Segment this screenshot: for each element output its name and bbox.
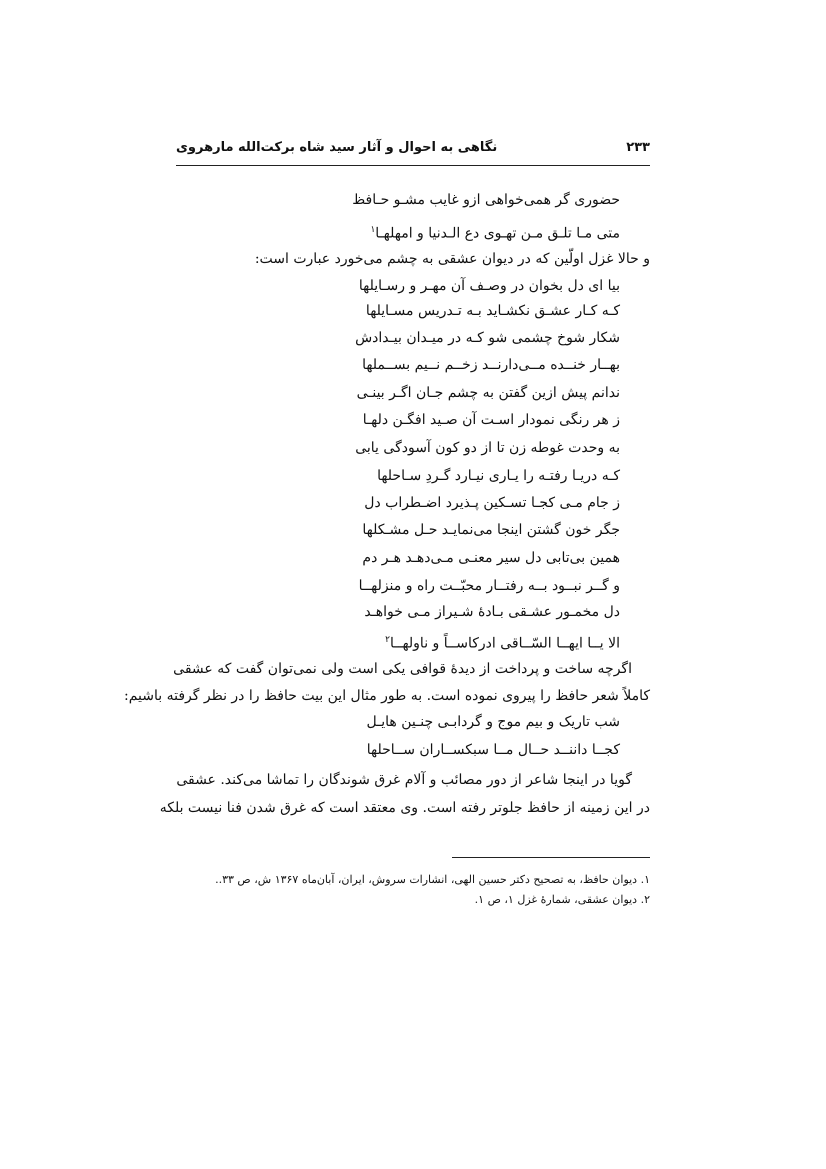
verse-line: ز جام مـی کجـا تسـکین پـذیرد اضـطراب دل (364, 495, 620, 511)
footnote-1: ۱. دیوان حافظ، به تصحیح دکتر حسین الهی، انشارات سروش، ایران، آبان‌ماه ۱۳۶۷ ش، ص ۳۳.. (215, 873, 650, 886)
verse-line: کـه دریـا رفتـه را یـاری نیـارد گـردِ سـاحلها (377, 468, 620, 484)
verse-line: و گــر نبــود بــه رفتــار محبّــت راه و منزلهــا (358, 578, 620, 594)
prose-line: در این زمینه از حافظ جلوتر رفته است. وی معتقد است که غرق شدن فنا نیست بلکه (159, 800, 650, 816)
verse-line (370, 220, 620, 244)
prose-line: اگرچه ساخت و پرداخت از دیدهٔ قوافی یکی است ولی نمی‌توان گفت که عشقی (173, 661, 632, 677)
prose-line: گویا در اینجا شاعر از دور مصائب و آلام غرق شوندگان را تماشا می‌کند. عشقی (176, 772, 632, 788)
verse-line: شب تاریک و بیم موج و گردابـی چنـین هایـل (366, 714, 620, 730)
verse-text: الا یــا ایهــا السّــاقی ادرکاســاً و ناولهــا (389, 635, 620, 652)
verse-line: بیا ای دل بخوان در وصـف آن مهـر و رسـایلها (358, 278, 620, 294)
footnote-2: ۲. دیوان عشقی، شمارهٔ غزل ۱، ص ۱. (474, 893, 650, 906)
verse-line: همین بی‌تابی دل سیر معنـی مـی‌دهـد هـر دم (362, 550, 620, 566)
running-title: نگاهی به احوال و آثار سید شاه برکت‌الله مارهروی (176, 140, 498, 155)
verse-line: ز هر رنگی نمودار اسـت آن صـید افگـن دلهـا (362, 412, 620, 428)
verse-line: حضوری گر همی‌خواهی ازو غایب مشـو حـافظ (352, 192, 620, 208)
verse-line: کـه کـار عشـق نکشـاید بـه تـدریس مسـایلها (365, 303, 620, 319)
footnote-ref: ۲ (385, 635, 390, 645)
header-rule (176, 165, 650, 166)
verse-line: دل مخمـور عشـقی بـادهٔ شـیراز مـی خواهـد (364, 604, 620, 620)
footnote-rule (452, 857, 650, 858)
verse-line: شکار شوخ چشمی شو کـه در میـدان بیـدادش (355, 330, 620, 346)
page-number: ۲۳۳ (626, 140, 650, 155)
footnote-ref: ۱ (370, 225, 376, 235)
verse-line: کجــا داننــد حــال مــا سبکســاران ســاحلها (366, 742, 620, 758)
verse-line (385, 630, 620, 654)
verse-line: به وحدت غوطه زن تا از دو کون آسودگی یابی (355, 440, 620, 456)
page-header (176, 140, 650, 162)
verse-text: متی مـا تلـق مـن تهـوی دع الـدنیا و امهلهـا (375, 225, 620, 242)
verse-line: ندانم پیش ازین گفتن به چشم جـان اگـر بینـی (356, 385, 620, 401)
verse-line: جگر خون گشتن اینجا می‌نمایـد حـل مشـکلها (362, 522, 620, 538)
prose-line: و حالا غزل اولّین که در دیوان عشقی به چشم می‌خورد عبارت است: (254, 251, 650, 267)
prose-line: کاملاً شعر حافظ را پیروی نموده است. به طور مثال این بیت حافظ را در نظر گرفته باشیم: (124, 688, 650, 704)
verse-line: بهــار خنــده مــی‌دارنــد زخــم نــیم بســملها (362, 357, 620, 373)
